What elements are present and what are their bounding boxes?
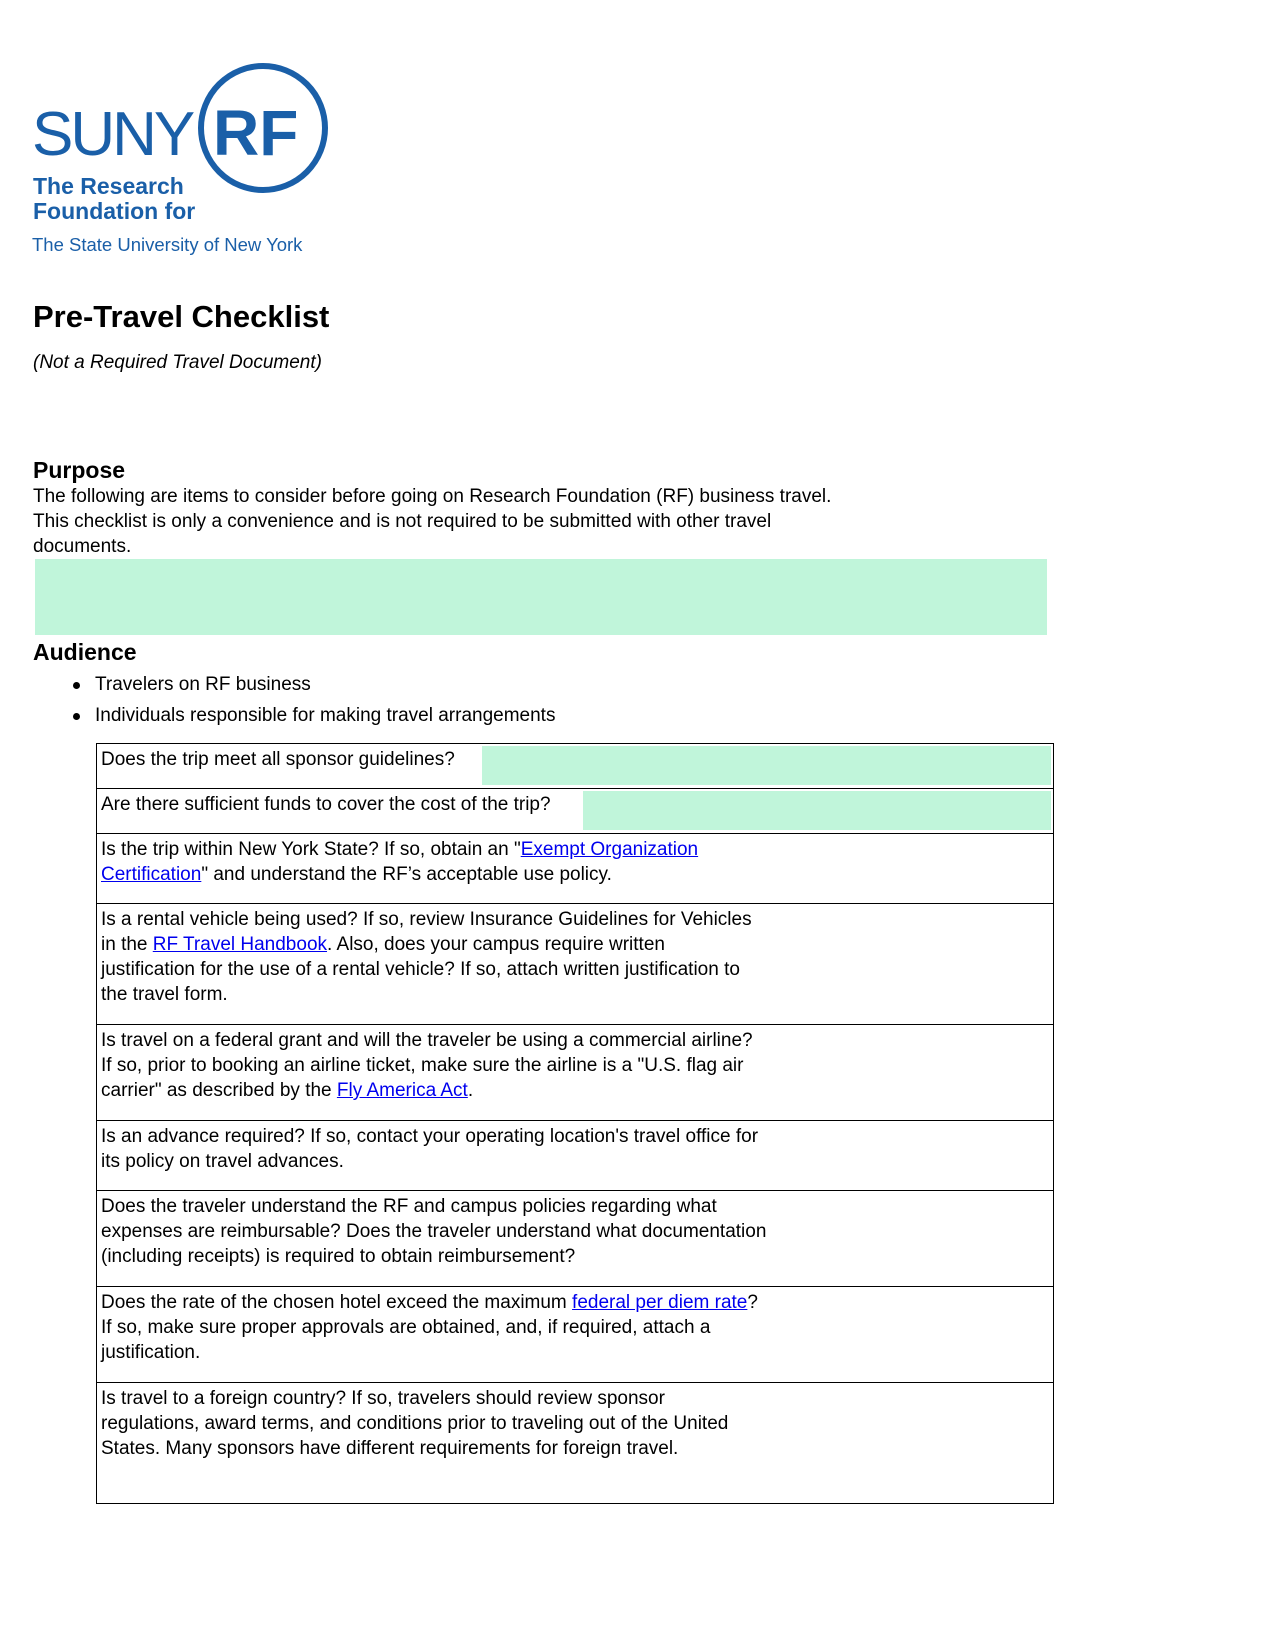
checklist-question: Does the trip meet all sponsor guidelines? bbox=[101, 749, 455, 770]
question-text: Is a rental vehicle being used? If so, review Insurance Guidelines for Vehicles in the bbox=[101, 909, 752, 955]
checklist-answer-field[interactable] bbox=[583, 791, 1051, 830]
audience-list bbox=[33, 669, 555, 731]
checklist-cell bbox=[97, 1025, 1054, 1121]
checklist-question bbox=[97, 1287, 765, 1365]
checklist-row bbox=[97, 904, 1054, 1025]
checklist-cell bbox=[97, 1287, 1054, 1383]
checklist-cell bbox=[97, 834, 1054, 904]
page-subtitle: (Not a Required Travel Document) bbox=[33, 352, 322, 373]
question-text: Does the rate of the chosen hotel exceed the maximum bbox=[101, 1292, 573, 1313]
checklist-question: Is travel to a foreign country? If so, travelers should review sponsor regulations, award terms, and conditions prior to traveling out of the United States. Many sponsors have different requirements for foreign travel. bbox=[101, 1388, 729, 1459]
logo-wordmark-suny: SUNY bbox=[32, 100, 193, 169]
suny-rf-logo bbox=[30, 62, 350, 272]
logo-line-1: The Research bbox=[33, 173, 184, 199]
question-text: Is the trip within New York State? If so, obtain an " bbox=[101, 839, 521, 860]
checklist-question: Is an advance required? If so, contact your operating location's travel office for its policy on travel advances. bbox=[101, 1126, 759, 1172]
audience-item: Individuals responsible for making travel arrangements bbox=[33, 700, 555, 731]
checklist-row bbox=[97, 1191, 1054, 1287]
checklist-cell bbox=[97, 1121, 1054, 1191]
question-text: " and understand the RF’s acceptable use policy. bbox=[201, 864, 612, 885]
checklist-row bbox=[97, 789, 1054, 834]
checklist-cell bbox=[97, 1191, 1054, 1287]
page-title: Pre-Travel Checklist bbox=[33, 299, 330, 334]
fly-america-act-link[interactable]: Fly America Act bbox=[336, 1080, 468, 1101]
checklist-question bbox=[97, 1025, 765, 1103]
audience-heading: Audience bbox=[33, 639, 137, 665]
checklist-row bbox=[97, 1383, 1054, 1504]
checklist-row bbox=[97, 1121, 1054, 1191]
purpose-heading: Purpose bbox=[33, 457, 126, 483]
checklist-cell bbox=[97, 744, 1054, 789]
question-text: Is travel on a federal grant and will the traveler be using a commercial airline? If so, prior to booking an airline ticket, make sure the airline is a "U.S. flag air carrier" as described by the bbox=[101, 1030, 753, 1101]
checklist-table bbox=[96, 743, 1054, 1504]
checklist-row bbox=[97, 834, 1054, 904]
checklist-question: Does the traveler understand the RF and campus policies regarding what expenses are reimbursable? Does the traveler understand what documentation (including receipts) is required to obtain reimbursement? bbox=[101, 1196, 767, 1267]
checklist-answer-field[interactable] bbox=[482, 746, 1051, 785]
logo-wordmark-rf: RF bbox=[213, 97, 299, 169]
checklist-question: Are there sufficient funds to cover the cost of the trip? bbox=[101, 794, 551, 815]
exempt-organization-certification-link[interactable]: Exempt Organization Certification bbox=[101, 839, 699, 885]
checklist-cell bbox=[97, 904, 1054, 1025]
purpose-text: The following are items to consider before going on Research Foundation (RF) business travel. This checklist is only a convenience and is not required to be submitted with other travel documents. bbox=[33, 486, 832, 557]
question-text: ? If so, make sure proper approvals are obtained, and, if required, attach a justification. bbox=[101, 1292, 758, 1363]
checklist-question bbox=[97, 834, 765, 887]
logo-line-3: The State University of New York bbox=[32, 234, 303, 255]
checklist-row bbox=[97, 744, 1054, 789]
question-text: . Also, does your campus require written justification for the use of a rental vehicle? If so, attach written justification to the travel form. bbox=[101, 934, 740, 1005]
question-text: . bbox=[467, 1080, 474, 1101]
checklist-cell bbox=[97, 1383, 1054, 1504]
checklist-row bbox=[97, 1025, 1054, 1121]
checklist-cell bbox=[97, 789, 1054, 834]
checklist-row bbox=[97, 1287, 1054, 1383]
logo-line-2: Foundation for bbox=[33, 198, 196, 224]
federal-per-diem-rate-link[interactable]: federal per diem rate bbox=[572, 1292, 748, 1313]
checklist-question bbox=[97, 904, 765, 1007]
rf-travel-handbook-link[interactable]: RF Travel Handbook bbox=[152, 934, 328, 955]
purpose-highlight-block bbox=[35, 559, 1047, 635]
audience-item: Travelers on RF business bbox=[33, 669, 555, 700]
